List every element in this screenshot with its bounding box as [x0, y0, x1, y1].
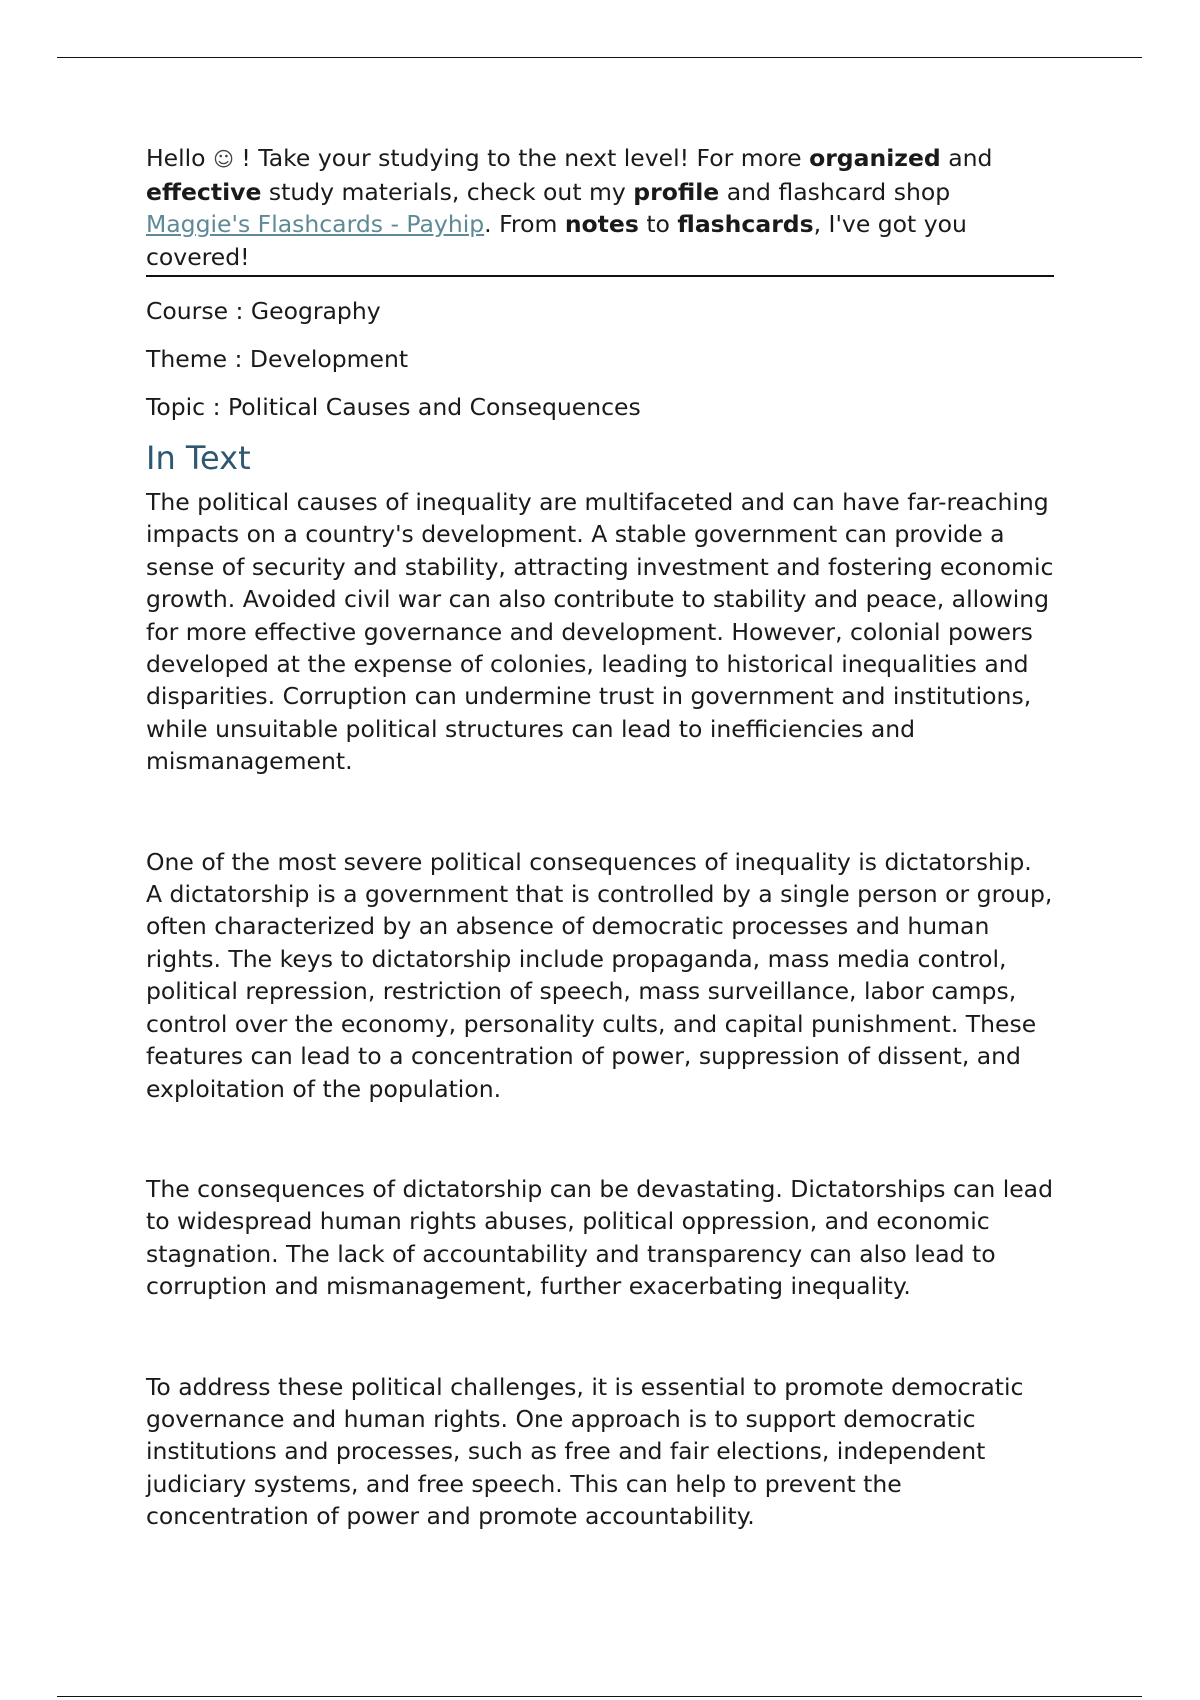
intro-bold-profile: profile [633, 177, 720, 206]
intro-bold-organized: organized [809, 144, 941, 172]
header-rule [57, 57, 1142, 58]
intro-bold-flashcards: flashcards [677, 210, 814, 238]
intro-bold-notes: notes [564, 210, 639, 238]
body-paragraph-causes: The political causes of inequality are multifaceted and can have far-reaching impacts on a country's development. A stable government can provide a sense of security and stability, attracting investment and fostering economic growth. Avoided civil war can also contribute to stability and peace, allowing for more effective governance and development. However, colonial powers developed at the expense of colonies, leading to historical inequalities and disparities. Corruption can undermine trust in government and institutions, while unsuitable political structures can lead to inefficiencies and mismanagement. [146, 488, 1054, 776]
topic-label: Topic : Political Causes and Consequences [146, 393, 641, 421]
intro-text: study materials, check out my [261, 177, 634, 206]
flashcard-shop-link[interactable]: Maggie's Flashcards - Payhip [146, 210, 485, 238]
body-paragraph-consequences: The consequences of dictatorship can be devastating. Dictatorships can lead to widespread human rights abuses, political oppression, and economic stagnation. The lack of accountability and transparency can also lead to corruption and mismanagement, further exacerbating inequality. [146, 1174, 1053, 1301]
body-paragraph-solutions: To address these political challenges, it is essential to promote democratic governance and human rights. One approach is to support democratic institutions and processes, such as free and fair elections, independent judiciary systems, and free speech. This can help to prevent the concentration of power and promote accountability. [146, 1372, 1024, 1531]
intro-text: ! Take your studying to the next level! For more [233, 144, 810, 172]
intro-banner [146, 142, 1054, 277]
intro-text: , I've got you covered! [146, 210, 967, 271]
intro-text: and flashcard shop [719, 177, 951, 206]
theme-label: Theme : Development [146, 345, 409, 373]
intro-bold-effective: effective [146, 177, 262, 206]
intro-text: and [940, 144, 993, 172]
section-heading: In Text [146, 439, 251, 477]
intro-greeting: Hello [146, 144, 206, 172]
course-label: Course : Geography [146, 297, 381, 325]
body-paragraph-dictatorship: One of the most severe political consequences of inequality is dictatorship. A dictatorship is a government that is controlled by a single person or group, often characterized by an absence of democratic processes and human rights. The keys to dictatorship include propaganda, mass media control, political repression, restriction of speech, mass surveillance, labor camps, control over the economy, personality cults, and capital punishment. These features can lead to a concentration of power, suppression of dissent, and exploitation of the population. [146, 847, 1053, 1103]
document-body [146, 142, 1054, 1533]
intro-text: . From [484, 210, 565, 238]
footer-rule [57, 1696, 1142, 1697]
smile-emoji-icon: ☺ [213, 147, 234, 171]
intro-text: to [638, 210, 678, 238]
